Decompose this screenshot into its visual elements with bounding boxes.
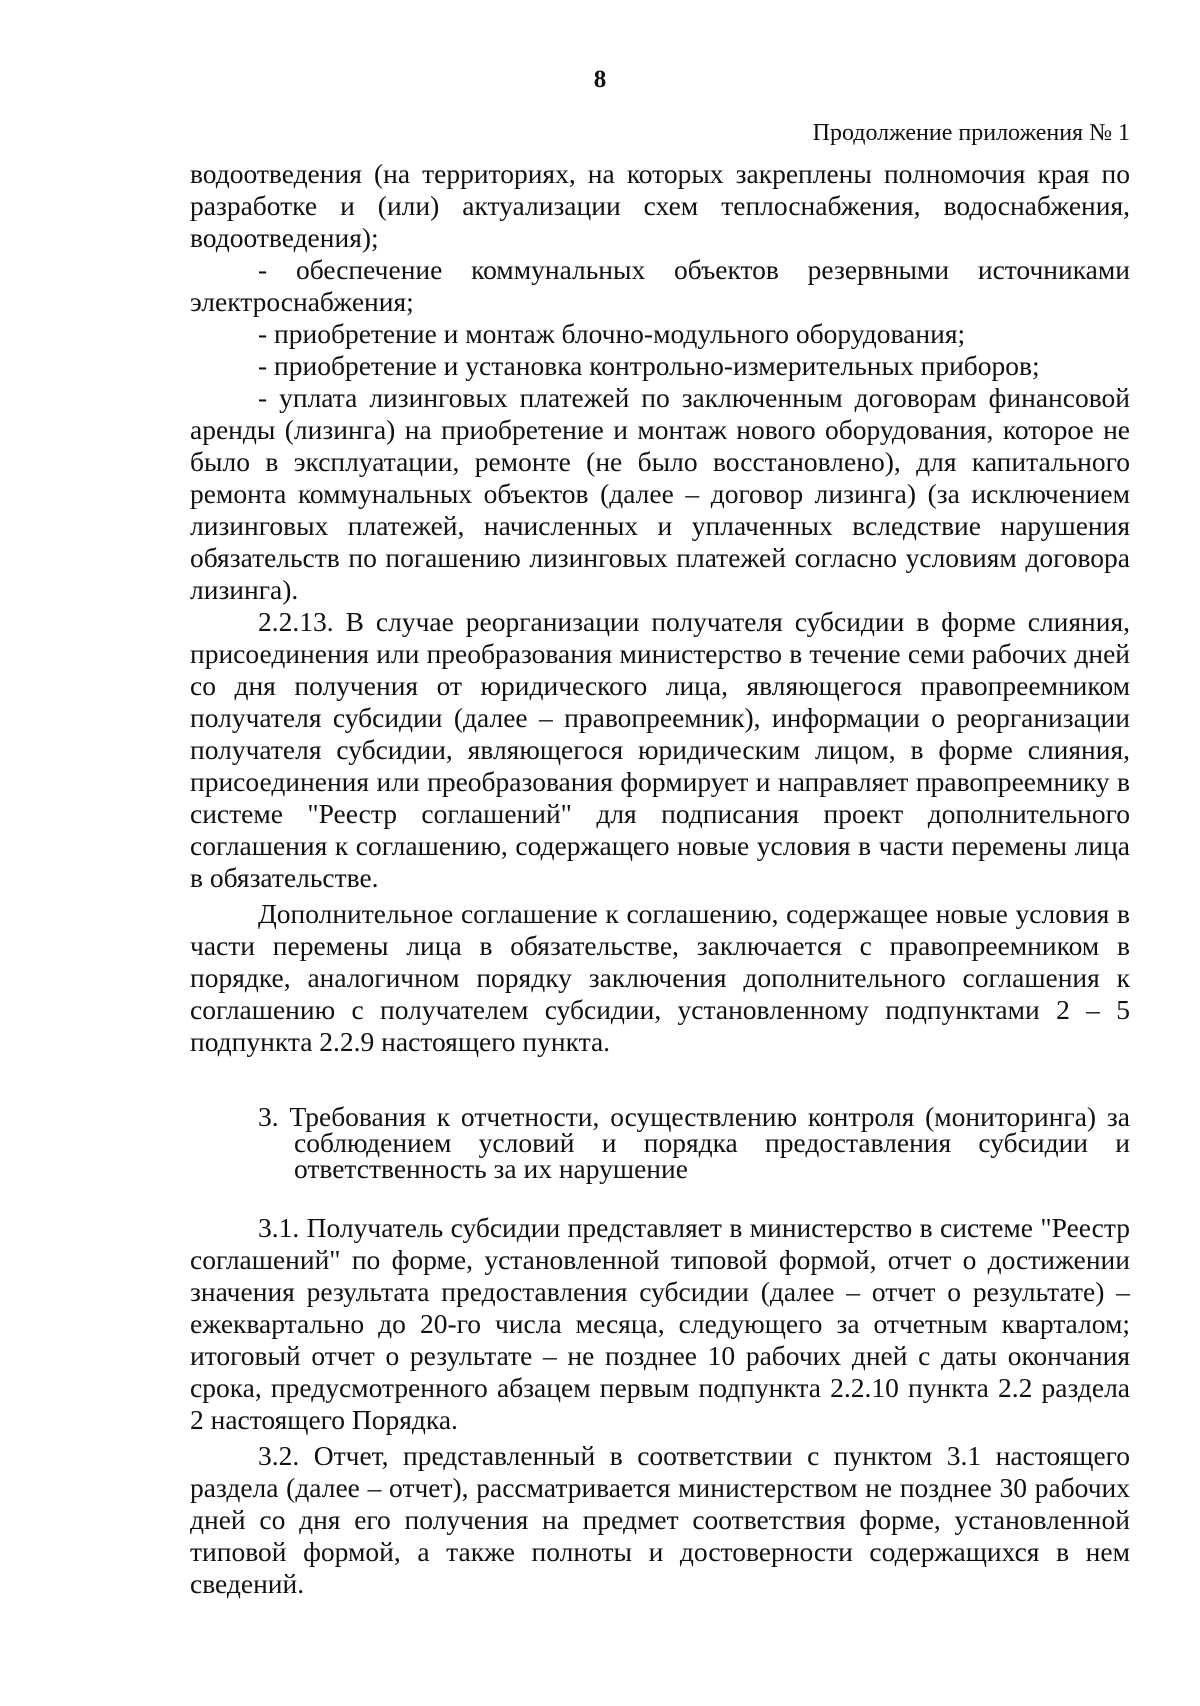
paragraph: 3.2. Отчет, представленный в соответствии с пунктом 3.1 настоящего раздела (далее – отчет), рассматривается министерством не позднее 30 рабочих дней со дня его получения на предмет соответствия форме, установленной типовой формой, а также полноты и достоверности содержащихся в нем сведений. — [190, 1440, 1130, 1599]
list-item: - приобретение и установка контрольно-измерительных приборов; — [258, 350, 1040, 381]
appendix-continuation-label: Продолжение приложения № 1 — [812, 120, 1130, 146]
section-heading-text: 3. Требования к отчетности, осуществлению контроля (мониторинга) за соблюдением условий и порядка предоставления субсидии и ответственность за их нарушение — [258, 1101, 1130, 1184]
section-heading — [190, 1101, 1130, 1184]
paragraph: 2.2.13. В случае реорганизации получателя субсидии в форме слияния, присоединения или преобразования министерство в течение семи рабочих дней со дня получения от юридического лица, являющегося правопреемником получателя субсидии (далее – правопреемник), информации о реорганизации получателя субсидии, являющегося юридическим лицом, в форме слияния, присоединения или преобразования формирует и направляет правопреемнику в системе "Реестр соглашений" для подписания проект дополнительного соглашения к соглашению, содержащего новые условия в части перемены лица в обязательстве. — [190, 606, 1130, 893]
list-item: - обеспечение коммунальных объектов резервными источниками электроснабжения; — [190, 254, 1130, 317]
document-body — [190, 158, 1130, 1600]
list-item: - приобретение и монтаж блочно-модульного оборудования; — [258, 318, 966, 349]
paragraph: Дополнительное соглашение к соглашению, содержащее новые условия в части перемены лица в обязательстве, заключается с правопреемником в порядке, аналогичном порядку заключения дополнительного соглашения к соглашению с получателем субсидии, установленному подпунктами 2 – 5 подпункта 2.2.9 настоящего пункта. — [190, 898, 1130, 1057]
page-number: 8 — [593, 66, 607, 93]
list-item: - уплата лизинговых платежей по заключенным договорам финансовой аренды (лизинга) на приобретение и монтаж нового оборудования, которое не было в эксплуатации, ремонте (не было восстановлено), для капитального ремонта коммунальных объектов (далее – договор лизинга) (за исключением лизинговых платежей, начисленных и уплаченных вследствие нарушения обязательств по погашению лизинговых платежей согласно условиям договора лизинга). — [190, 382, 1130, 605]
paragraph: водоотведения (на территориях, на которых закреплены полномочия края по разработке и (или) актуализации схем теплоснабжения, водоснабжения, водоотведения); — [190, 158, 1130, 253]
paragraph: 3.1. Получатель субсидии представляет в министерство в системе "Реестр соглашений" по форме, установленной типовой формой, отчет о достижении значения результата предоставления субсидии (далее – отчет о результате) – ежеквартально до 20-го числа месяца, следующего за отчетным кварталом; итоговый отчет о результате – не позднее 10 рабочих дней с даты окончания срока, предусмотренного абзацем первым подпункта 2.2.10 пункта 2.2 раздела 2 настоящего Порядка. — [190, 1212, 1130, 1435]
